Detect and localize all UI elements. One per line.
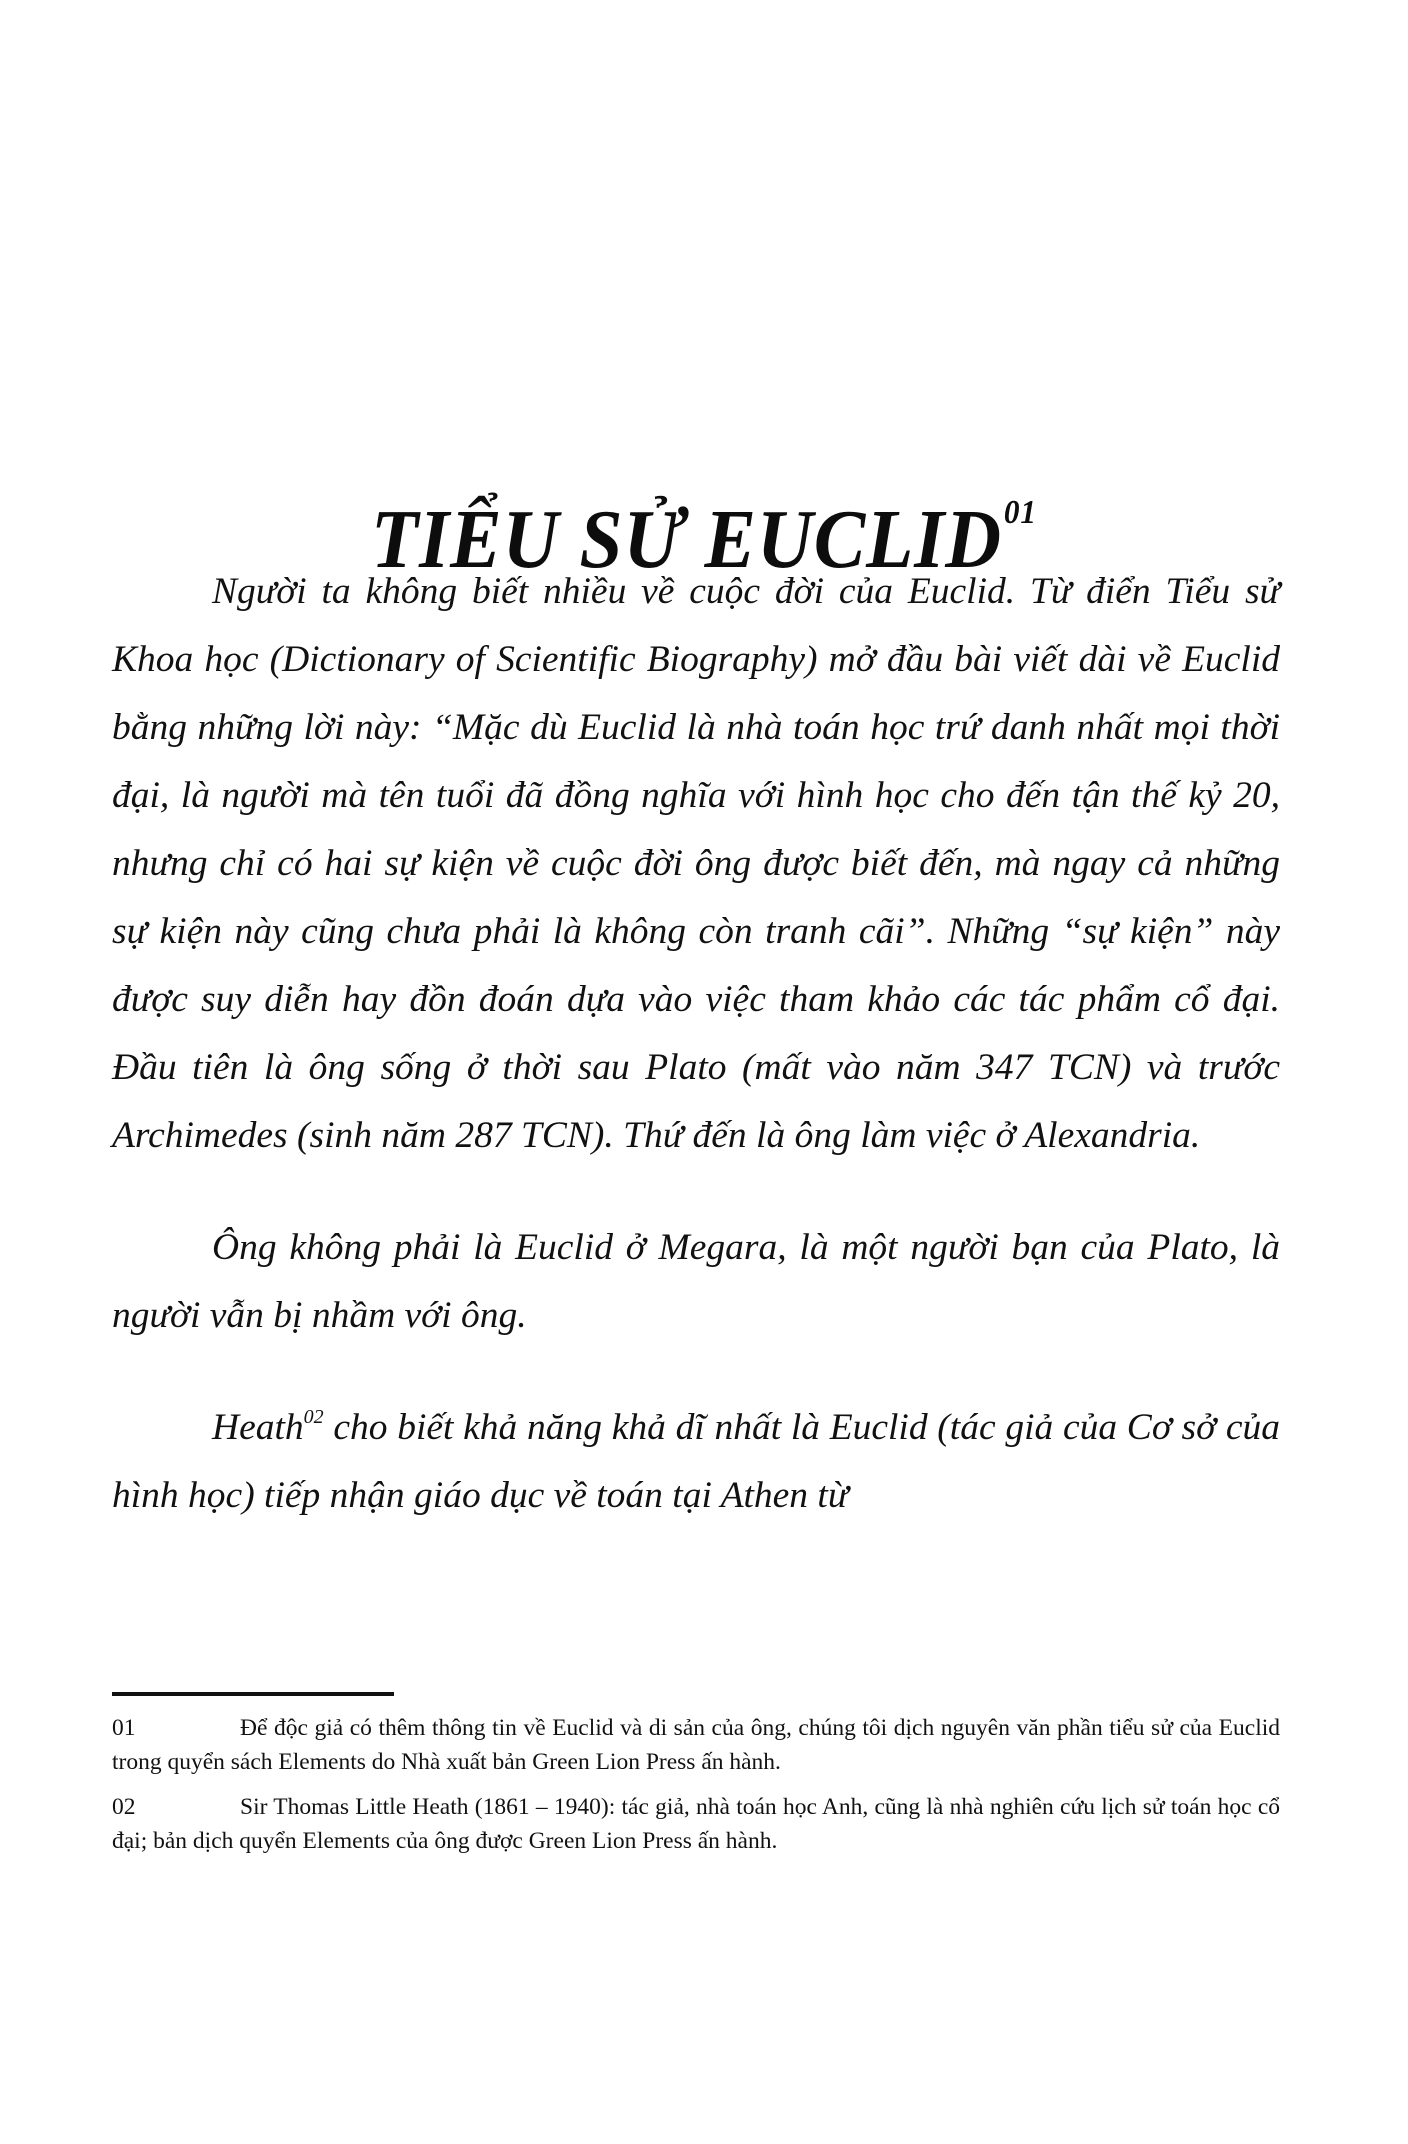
title-footnote-ref: 01 xyxy=(1003,494,1037,532)
paragraph-2: Ông không phải là Euclid ở Megara, là một người bạn của Plato, là người vẫn bị nhầm với ông. xyxy=(112,1227,1280,1336)
footnote-text: Sir Thomas Little Heath (1861 – 1940): tác giả, nhà toán học Anh, cũng là nhà nghiên cứu lịch sử toán học cổ đại; bản dịch quyển Elements của ông được Green Lion Press ấn hành. xyxy=(112,1794,1280,1854)
footnote-number: 02 xyxy=(112,1794,136,1820)
paragraph-3-footnote-ref: 02 xyxy=(303,1406,324,1428)
footnote-text: Để độc giả có thêm thông tin về Euclid và di sản của ông, chúng tôi dịch nguyên văn phần tiểu sử của Euclid trong quyển sách Elements do Nhà xuất bản Green Lion Press ấn hành. xyxy=(112,1715,1280,1775)
title-text: TIỂU SỬ EUCLID xyxy=(371,493,1003,587)
footnote-01 xyxy=(112,1712,1280,1779)
footnote-divider xyxy=(112,1692,394,1696)
paragraph-3-rest: cho biết khả năng khả dĩ nhất là Euclid (tác giả của Cơ sở của hình học) tiếp nhận giáo dục về toán tại Athen từ xyxy=(112,1407,1280,1516)
footnotes xyxy=(112,1712,1280,1870)
paragraph-3 xyxy=(112,1394,1280,1530)
paragraph-1: Người ta không biết nhiều về cuộc đời của Euclid. Từ điển Tiểu sử Khoa học (Dictionary of Scientific Biography) mở đầu bài viết dài về Euclid bằng những lời này: “Mặc dù Euclid là nhà toán học trứ danh nhất mọi thời đại, là người mà tên tuổi đã đồng nghĩa với hình học cho đến tận thế kỷ 20, nhưng chỉ có hai sự kiện về cuộc đời ông được biết đến, mà ngay cả những sự kiện này cũng chưa phải là không còn tranh cãi”. Những “sự kiện” này được suy diễn hay đồn đoán dựa vào việc tham khảo các tác phẩm cổ đại. Đầu tiên là ông sống ở thời sau Plato (mất vào năm 347 TCN) và trước Archimedes (sinh năm 287 TCN). Thứ đến là ông làm việc ở Alexandria. xyxy=(112,571,1280,1156)
paragraph-3-lead: Heath xyxy=(212,1407,304,1448)
body-text xyxy=(112,558,1280,1530)
footnote-02 xyxy=(112,1791,1280,1858)
footnote-number: 01 xyxy=(112,1715,136,1741)
